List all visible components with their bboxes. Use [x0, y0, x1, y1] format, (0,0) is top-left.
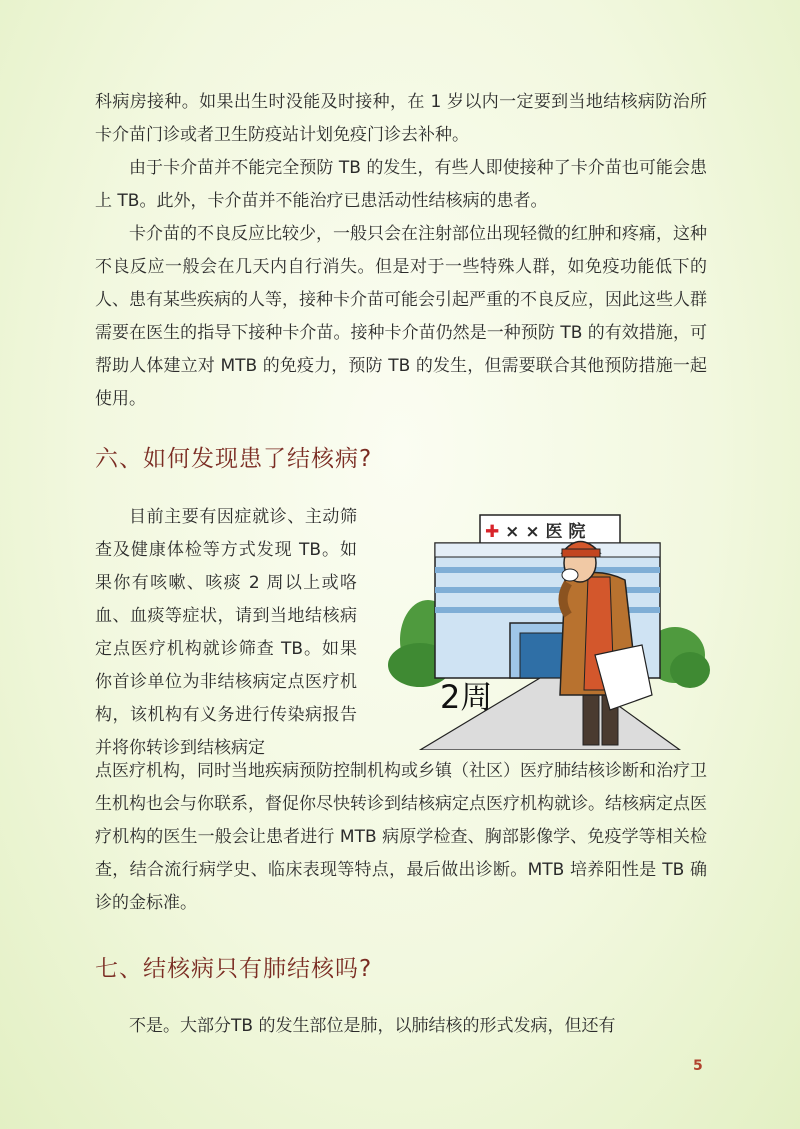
section-heading-7: 七、结核病只有肺结核吗?: [95, 956, 373, 982]
paragraph-bcg-side-effects: 卡介苗的不良反应比较少，一般只会在注射部位出现轻微的红肿和疼痛，这种不良反应一般会在几天内自行消失。但是对于一些特殊人群，如免疫功能低下的人、患有某些疾病的人等，接种卡介苗可能会引起严重的不良反应，因此这些人群需要在医生的指导下接种卡介苗。接种卡介苗仍然是一种预防 TB 的有效措施，可帮助人体建立对 MTB 的免疫力，预防 TB 的发生，但需要联合其他预防措施一起使用。: [95, 224, 707, 409]
red-cross-icon: ✚: [485, 522, 500, 542]
hospital-sign: [485, 517, 585, 542]
paragraph-detection-continued: 点医疗机构，同时当地疾病预防控制机构或乡镇（社区）医疗肺结核诊断和治疗卫生机构也会与你联系，督促你尽快转诊到结核病定点医疗机构就诊。结核病定点医疗机构的医生一般会让患者进行 MTB 病原学检查、胸部影像学、免疫学等相关检查，结合流行病学史、临床表现等特点，最后做出诊断。MTB 培养阳性是 TB 确诊的金标准。: [95, 761, 707, 913]
paragraph-extrapulmonary: 不是。大部分TB 的发生部位是肺，以肺结核的形式发病，但还有: [129, 1016, 616, 1036]
two-weeks-label: 2周: [440, 678, 493, 716]
paragraph-bcg-catchup: 科病房接种。如果出生时没能及时接种，在 1 岁以内一定要到当地结核病防治所卡介苗门诊或者卫生防疫站计划免疫门诊去补种。: [95, 92, 707, 145]
hospital-sign-text: × × 医 院: [505, 522, 586, 542]
page-number: 5: [693, 1058, 703, 1074]
section-heading-6: 六、如何发现患了结核病?: [95, 446, 373, 472]
paragraph-detection-wrap: 目前主要有因症就诊、主动筛查及健康体检等方式发现 TB。如果你有咳嗽、咳痰 2 周以上或咯血、血痰等症状，请到当地结核病定点医疗机构就诊筛查 TB。如果你首诊单位为非结核病定点医疗机构，该机构有义务进行传染病报告并将你转诊到结核病定: [95, 507, 357, 758]
paragraph-bcg-limits: 由于卡介苗并不能完全预防 TB 的发生，有些人即使接种了卡介苗也可能会患上 TB。此外，卡介苗并不能治疗已患活动性结核病的患者。: [95, 158, 707, 211]
hospital-illustration: [380, 505, 720, 750]
